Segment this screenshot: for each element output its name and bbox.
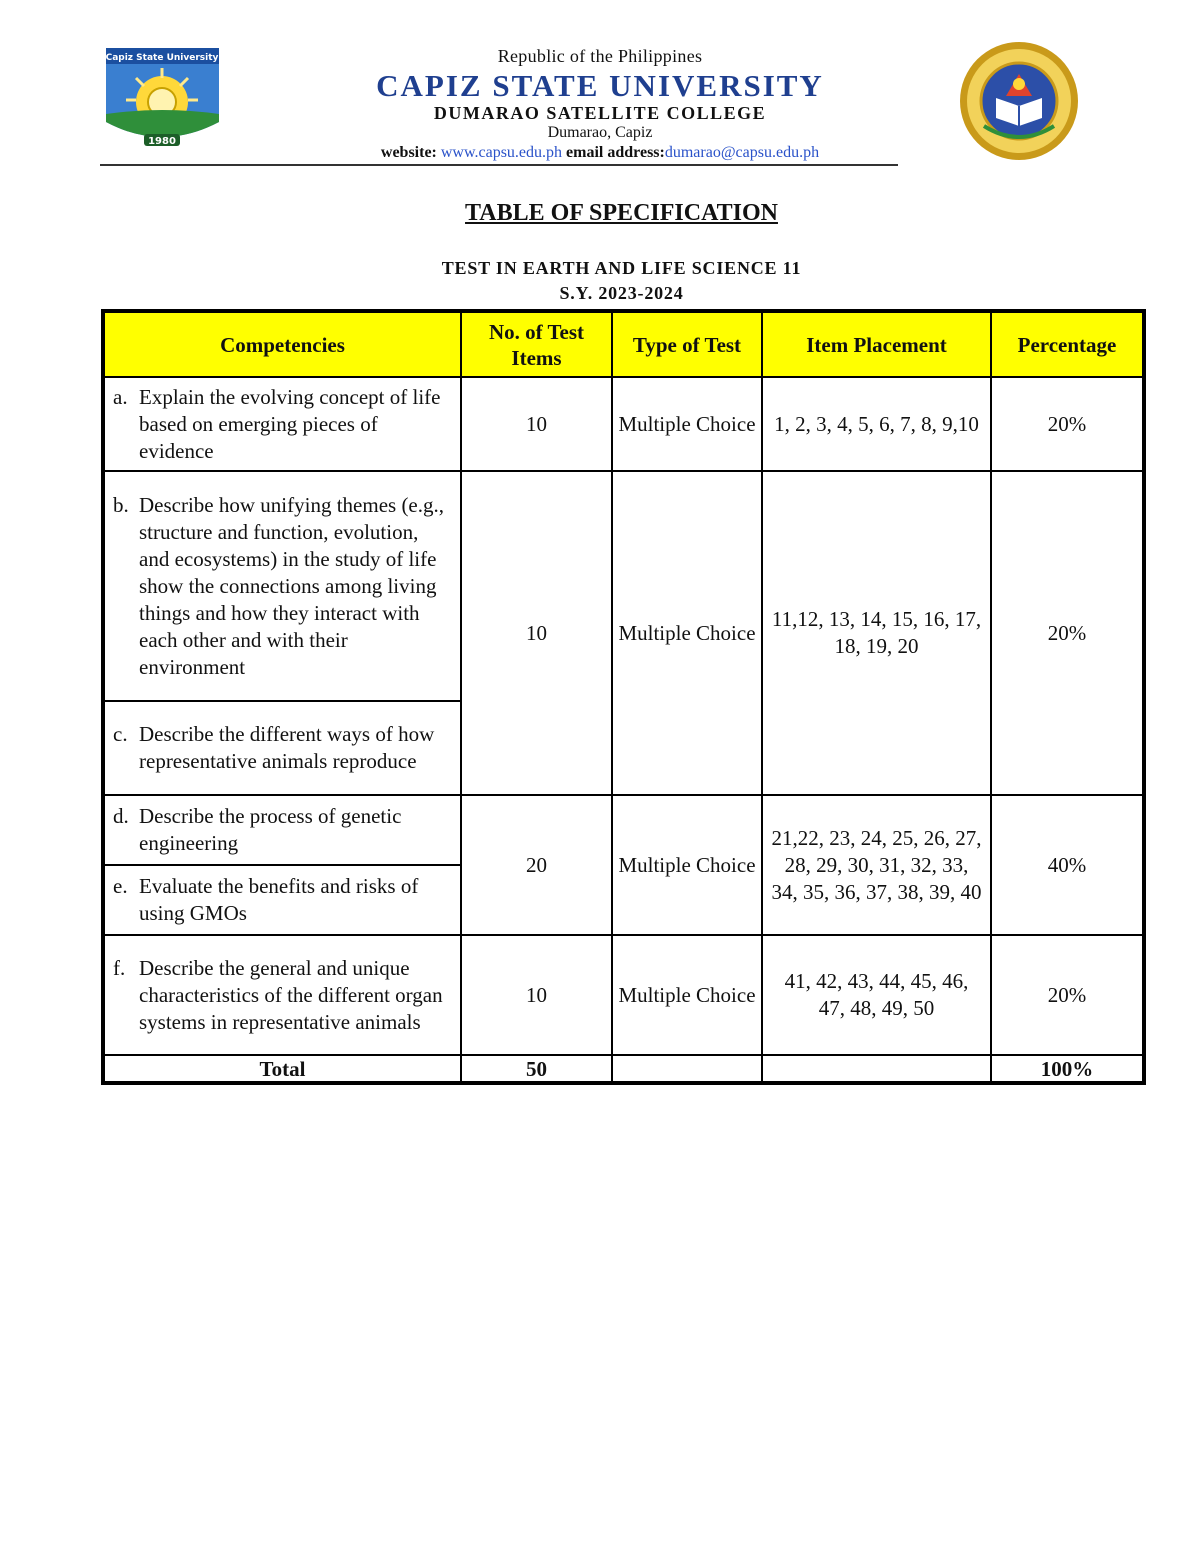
letterhead-divider [100, 164, 898, 166]
email-link[interactable]: dumarao@capsu.edu.ph [664, 144, 820, 161]
competency-text: Explain the evolving concept of life based on emerging pieces of evidence [139, 384, 441, 463]
total-percentage: 100% [991, 1055, 1144, 1083]
percentage-cell: 20% [991, 935, 1144, 1055]
competency-text: Describe how unifying themes (e.g., structure and function, evolution, and ecosystems) in the study of life show the connections among living things and how they interact with each other and with their environment [139, 492, 445, 679]
table-row [103, 795, 1144, 865]
competency-cell [103, 795, 461, 865]
competency-letter: b. [113, 492, 129, 517]
header-type: Type of Test [612, 311, 762, 377]
total-row [103, 1055, 1144, 1083]
competency-cell [103, 471, 461, 701]
specification-table [101, 309, 1146, 1085]
website-link[interactable]: www.capsu.edu.ph [440, 144, 563, 161]
num-items-cell: 10 [461, 471, 612, 795]
logo-year: 1980 [148, 136, 176, 147]
test-type-cell: Multiple Choice [612, 377, 762, 471]
test-type-cell: Multiple Choice [612, 795, 762, 935]
competency-cell [103, 377, 461, 471]
competency-text: Describe the process of genetic engineering [139, 804, 402, 855]
college-location: Dumarao, Capiz [547, 124, 653, 141]
competency-letter: e. [113, 874, 128, 898]
competency-letter: c. [113, 722, 128, 746]
table-row [103, 471, 1144, 701]
header-placement: Item Placement [762, 311, 991, 377]
total-type [612, 1055, 762, 1083]
contact-line [270, 143, 930, 163]
letterhead-text [270, 40, 930, 163]
percentage-cell: 20% [991, 377, 1144, 471]
header-percentage: Percentage [991, 311, 1144, 377]
table-row [103, 935, 1144, 1055]
website-label: website: [380, 144, 437, 161]
percentage-cell: 40% [991, 795, 1144, 935]
university-name: CAPIZ STATE UNIVERSITY [376, 68, 824, 103]
competency-text: Describe the general and unique characteristics of the different organ systems in representative animals [139, 955, 443, 1034]
email-label: email address: [566, 144, 665, 161]
item-placement-cell: 41, 42, 43, 44, 45, 46, 47, 48, 49, 50 [762, 935, 991, 1055]
num-items-cell: 10 [461, 377, 612, 471]
competency-letter: d. [113, 804, 129, 828]
table-header-row [103, 311, 1144, 377]
competency-letter: f. [113, 955, 126, 980]
competency-letter: a. [113, 384, 128, 409]
total-placement [762, 1055, 991, 1083]
competency-cell [103, 701, 461, 795]
header-competencies: Competencies [103, 311, 461, 377]
logo-caption: Capiz State University [105, 53, 219, 63]
competency-cell [103, 935, 461, 1055]
competency-text: Describe the different ways of how representative animals reproduce [139, 722, 435, 773]
teacher-education-seal [958, 40, 1080, 162]
letterhead [100, 40, 1100, 170]
test-type-cell: Multiple Choice [612, 935, 762, 1055]
capsu-logo [100, 48, 225, 152]
table-row [103, 377, 1144, 471]
school-year: S.Y. 2023-2024 [559, 283, 684, 303]
item-placement-cell: 11,12, 13, 14, 15, 16, 17, 18, 19, 20 [762, 471, 991, 795]
total-label: Total [103, 1055, 461, 1083]
competency-cell [103, 865, 461, 935]
test-type-cell: Multiple Choice [612, 471, 762, 795]
item-placement-cell: 1, 2, 3, 4, 5, 6, 7, 8, 9,10 [762, 377, 991, 471]
competency-text: Evaluate the benefits and risks of using GMOs [139, 874, 419, 925]
num-items-cell: 10 [461, 935, 612, 1055]
document-title: TABLE OF SPECIFICATION [465, 200, 778, 226]
document-subtitle: TEST IN EARTH AND LIFE SCIENCE 11 [441, 258, 802, 278]
percentage-cell: 20% [991, 471, 1144, 795]
num-items-cell: 20 [461, 795, 612, 935]
item-placement-cell: 21,22, 23, 24, 25, 26, 27, 28, 29, 30, 31, 32, 33, 34, 35, 36, 37, 38, 39, 40 [762, 795, 991, 935]
header-num-items: No. of Test Items [461, 311, 612, 377]
college-name: DUMARAO SATELLITE COLLEGE [433, 103, 767, 123]
republic-line: Republic of the Philippines [497, 46, 703, 66]
total-num-items: 50 [461, 1055, 612, 1083]
